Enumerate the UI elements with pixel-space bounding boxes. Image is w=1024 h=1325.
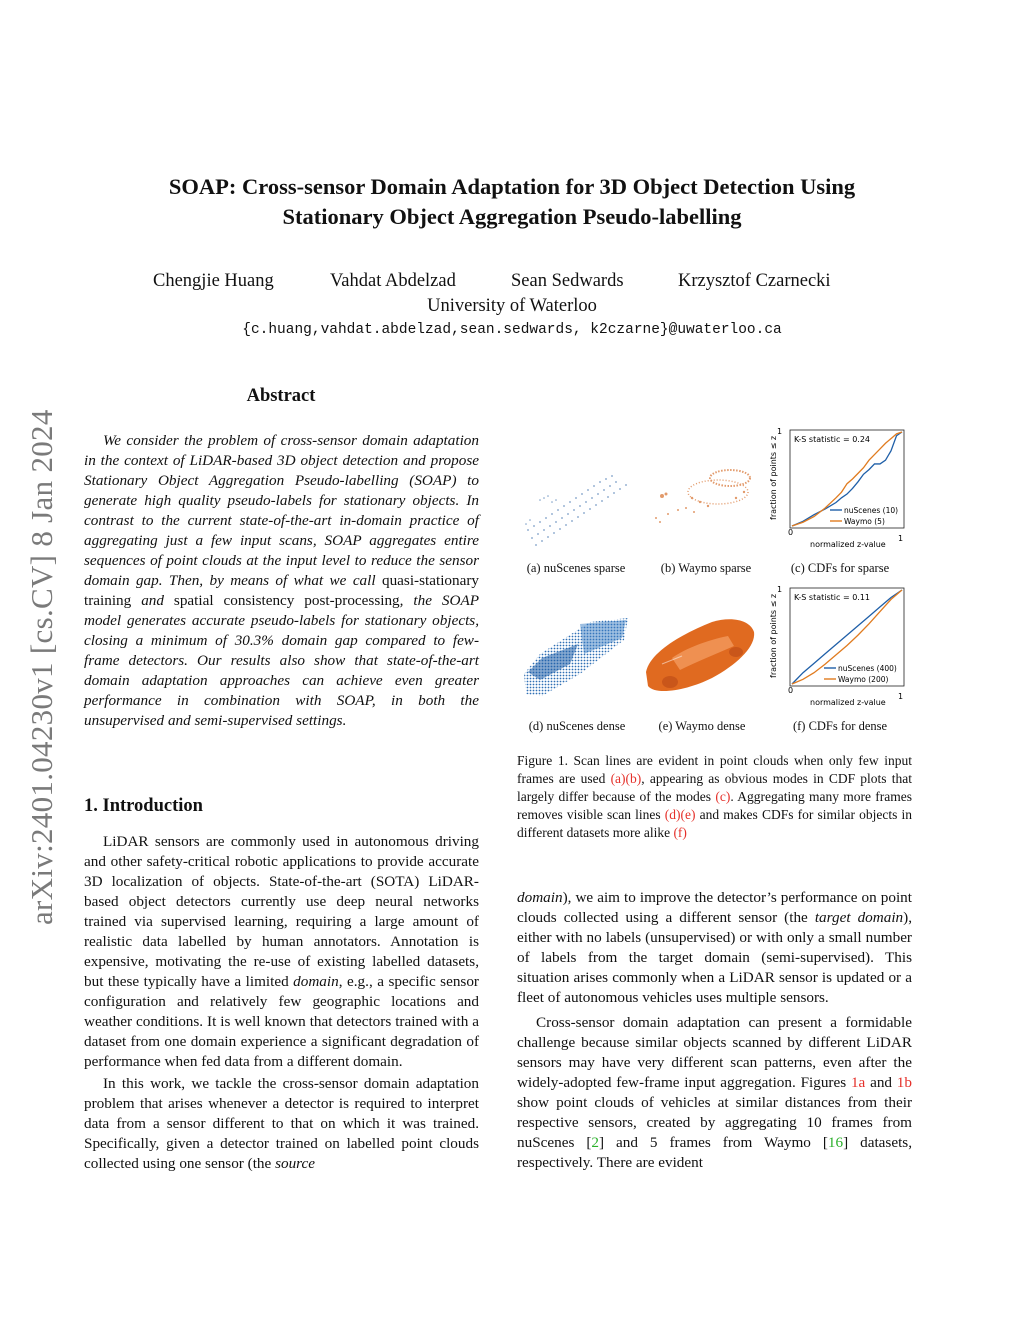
legend-label-nuscenes: nuScenes (10) <box>844 506 899 515</box>
intro-r2-text: Cross-sensor domain adaptation can present a formidable challenge because similar objects scanned by different LiDAR sensors may have very different scan patterns, even after the widely-adopted few-frame input aggregation. Figures <box>517 1014 912 1091</box>
figure-1d-nuscenes-dense <box>520 614 632 700</box>
title-line-2: Stationary Object Aggregation Pseudo-labelling <box>282 204 742 229</box>
intro-r2-text-3: show point clouds of vehicles at similar distances from their respective sensors, created by aggregating 10 frames from nuScenes [ <box>517 1094 912 1151</box>
author-3: Sean Sedwards <box>511 271 624 291</box>
nuscenes-sparse-pointcloud <box>518 470 636 555</box>
x-tick-1: 1 <box>898 692 904 701</box>
abstract-text-3: , the SOAP model generates accurate pseudo-labels for stationary objects, closing a minimum of 30.3% domain gap compared to few-frame detectors. Our results also show that state-of-the-art domain adaptation approaches can achieve even greater performance in combination with SOAP, in both the unsupervised and semi-supervised settings. <box>84 592 479 729</box>
intro-r1-text-2: ), either with no labels (unsupervised) or with only a small number of labels from the target domain (semi-supervised). This situation arises commonly when a LiDAR sensor is updated or a fleet of autonomous vehicles uses multiple sensors. <box>517 909 913 1006</box>
intro-r2-text-5: ] datasets, respectively. There are evident <box>517 1134 912 1171</box>
intro-paragraph-1 <box>84 832 479 1072</box>
caption-text-4: and makes CDFs for similar objects in different datasets more alike <box>517 807 912 840</box>
subcaption-e: (e) Waymo dense <box>658 719 746 733</box>
caption-ref-c-link[interactable]: (c) <box>715 789 731 804</box>
intro-r1-text: ), we aim to improve the detector’s performance on point clouds collected using a different sensor (the <box>517 889 912 926</box>
caption-text-1: Figure 1. Scan lines are evident in point clouds when only few input frames are used <box>517 753 912 786</box>
waymo-sparse-pointcloud <box>648 462 760 554</box>
ks-annotation: K-S statistic = 0.24 <box>794 435 871 444</box>
x-tick-0: 0 <box>788 686 794 695</box>
paper-title <box>0 172 1024 232</box>
author-1: Chengjie Huang <box>153 271 274 291</box>
subcaption-b: (b) Waymo sparse <box>660 561 752 575</box>
intro-r1-emph-2: target domain <box>814 909 904 926</box>
y-axis-label: fraction of points ≤ z <box>769 435 778 520</box>
fig-ref-1a-link[interactable]: 1a <box>850 1074 866 1091</box>
section-heading-introduction: 1. Introduction <box>84 796 203 816</box>
chart-legend <box>830 506 898 526</box>
cdf-chart-sparse <box>766 424 912 552</box>
intro-p1-emph: domain <box>293 973 339 990</box>
author-4: Krzysztof Czarnecki <box>678 271 831 291</box>
caption-text-3: . Aggregating many more frames removes visible scan lines <box>517 789 912 822</box>
legend-label-nuscenes: nuScenes (400) <box>838 664 897 673</box>
figure-1b-waymo-sparse <box>648 462 760 554</box>
chart-legend <box>824 664 897 684</box>
nuscenes-dense-pointcloud <box>520 614 632 700</box>
affiliation: University of Waterloo <box>427 296 597 316</box>
intro-r2-text-2: and <box>865 1074 897 1091</box>
citation-2-link[interactable]: 2 <box>591 1134 599 1151</box>
citation-16-link[interactable]: 16 <box>827 1134 844 1151</box>
legend-label-waymo: Waymo (5) <box>844 517 885 526</box>
caption-ref-f-link[interactable]: (f) <box>673 825 687 840</box>
abstract-term-quasi-stationary: quasi-stationary training <box>84 572 479 609</box>
intro-paragraph-4 <box>517 1013 912 1173</box>
intro-p1-text-2: , e.g., a specific sensor configuration and relatively few geographic locations and weather conditions. It is well known that detectors trained with a dataset from one domain experience a significant degradation of performance when fed data from a different domain. <box>84 973 479 1070</box>
abstract-body <box>84 431 479 731</box>
caption-ref-de-link[interactable]: (d)(e) <box>664 807 696 822</box>
y-tick-1: 1 <box>777 427 783 436</box>
y-axis-label: fraction of points ≤ z <box>769 593 778 678</box>
title-line-1: SOAP: Cross-sensor Domain Adaptation for 3D Object Detection Using <box>168 174 856 199</box>
y-tick-1: 1 <box>777 585 783 594</box>
x-axis-label: normalized z-value <box>810 698 886 707</box>
abstract-term-spatial-consistency: spatial consistency post-processing <box>173 592 400 609</box>
subcaption-f: (f) CDFs for dense <box>792 719 888 733</box>
x-tick-0: 0 <box>788 528 794 537</box>
fig-ref-1b-link[interactable]: 1b <box>896 1074 912 1091</box>
x-axis-label: normalized z-value <box>810 540 886 549</box>
figure-1a-nuscenes-sparse <box>518 470 636 555</box>
intro-paragraph-3 <box>517 888 912 1008</box>
waymo-dense-pointcloud <box>642 612 758 702</box>
legend-label-waymo: Waymo (200) <box>838 675 889 684</box>
intro-p1-text: LiDAR sensors are commonly used in autonomous driving and other safety-critical robotic applications to provide accurate 3D localization of objects. State-of-the-art (SOTA) LiDAR-based object detectors currently use deep neural networks trained via supervised learning, requiring a large amount of realistic data labelled by human annotators. Annotation is expensive, motivating the re-use of existing labelled datasets, but these typically have a limited <box>84 833 479 990</box>
cdf-chart-dense <box>766 582 912 710</box>
abstract-text-1: We consider the problem of cross-sensor domain adaptation in the context of LiDAR-based 3D object detection and propose Stationary Object Aggregation Pseudo-labelling (SOAP) to generate high quality pseudo-labels for stationary objects. In contrast to the current state-of-the-art in-domain practice of aggregating just a few input scans, SOAP aggregates entire sequences of point clouds at the input level to reduce the sensor domain gap. Then, by means of what we call <box>84 432 479 589</box>
intro-r2-text-4: ] and 5 frames from Waymo [ <box>599 1134 828 1151</box>
caption-ref-ab-link[interactable]: (a)(b) <box>610 771 642 786</box>
intro-left-column <box>84 832 479 1176</box>
figure-1-caption <box>517 752 912 842</box>
intro-paragraph-2 <box>84 1074 479 1174</box>
ks-annotation: K-S statistic = 0.11 <box>794 593 871 602</box>
arxiv-stamp: arXiv:2401.04230v1 [cs.CV] 8 Jan 2024 <box>24 409 59 925</box>
intro-r1-emph: domain <box>517 889 563 906</box>
subcaption-a: (a) nuScenes sparse <box>526 561 626 575</box>
intro-p2-text: In this work, we tackle the cross-sensor domain adaptation problem that arises whenever a detector is required to interpret data from a sensor different to that on which it was trained. Specifically, given a detector trained on labelled point clouds collected using one sensor (the <box>84 1075 479 1172</box>
caption-text-2: , appearing as obvious modes in CDF plots that largely differ because of the modes <box>517 771 912 804</box>
subcaption-d: (d) nuScenes dense <box>528 719 626 733</box>
author-2: Vahdat Abdelzad <box>330 271 456 291</box>
abstract-text-2: and <box>131 592 174 609</box>
x-tick-1: 1 <box>898 534 904 543</box>
author-emails: {c.huang,vahdat.abdelzad,sean.sedwards, k2czarne}@uwaterloo.ca <box>242 322 782 338</box>
subcaption-c: (c) CDFs for sparse <box>790 561 890 575</box>
intro-p2-emph: source <box>275 1155 315 1172</box>
intro-right-column <box>517 888 912 1175</box>
figure-1e-waymo-dense <box>642 612 758 702</box>
abstract-heading: Abstract <box>246 386 316 406</box>
